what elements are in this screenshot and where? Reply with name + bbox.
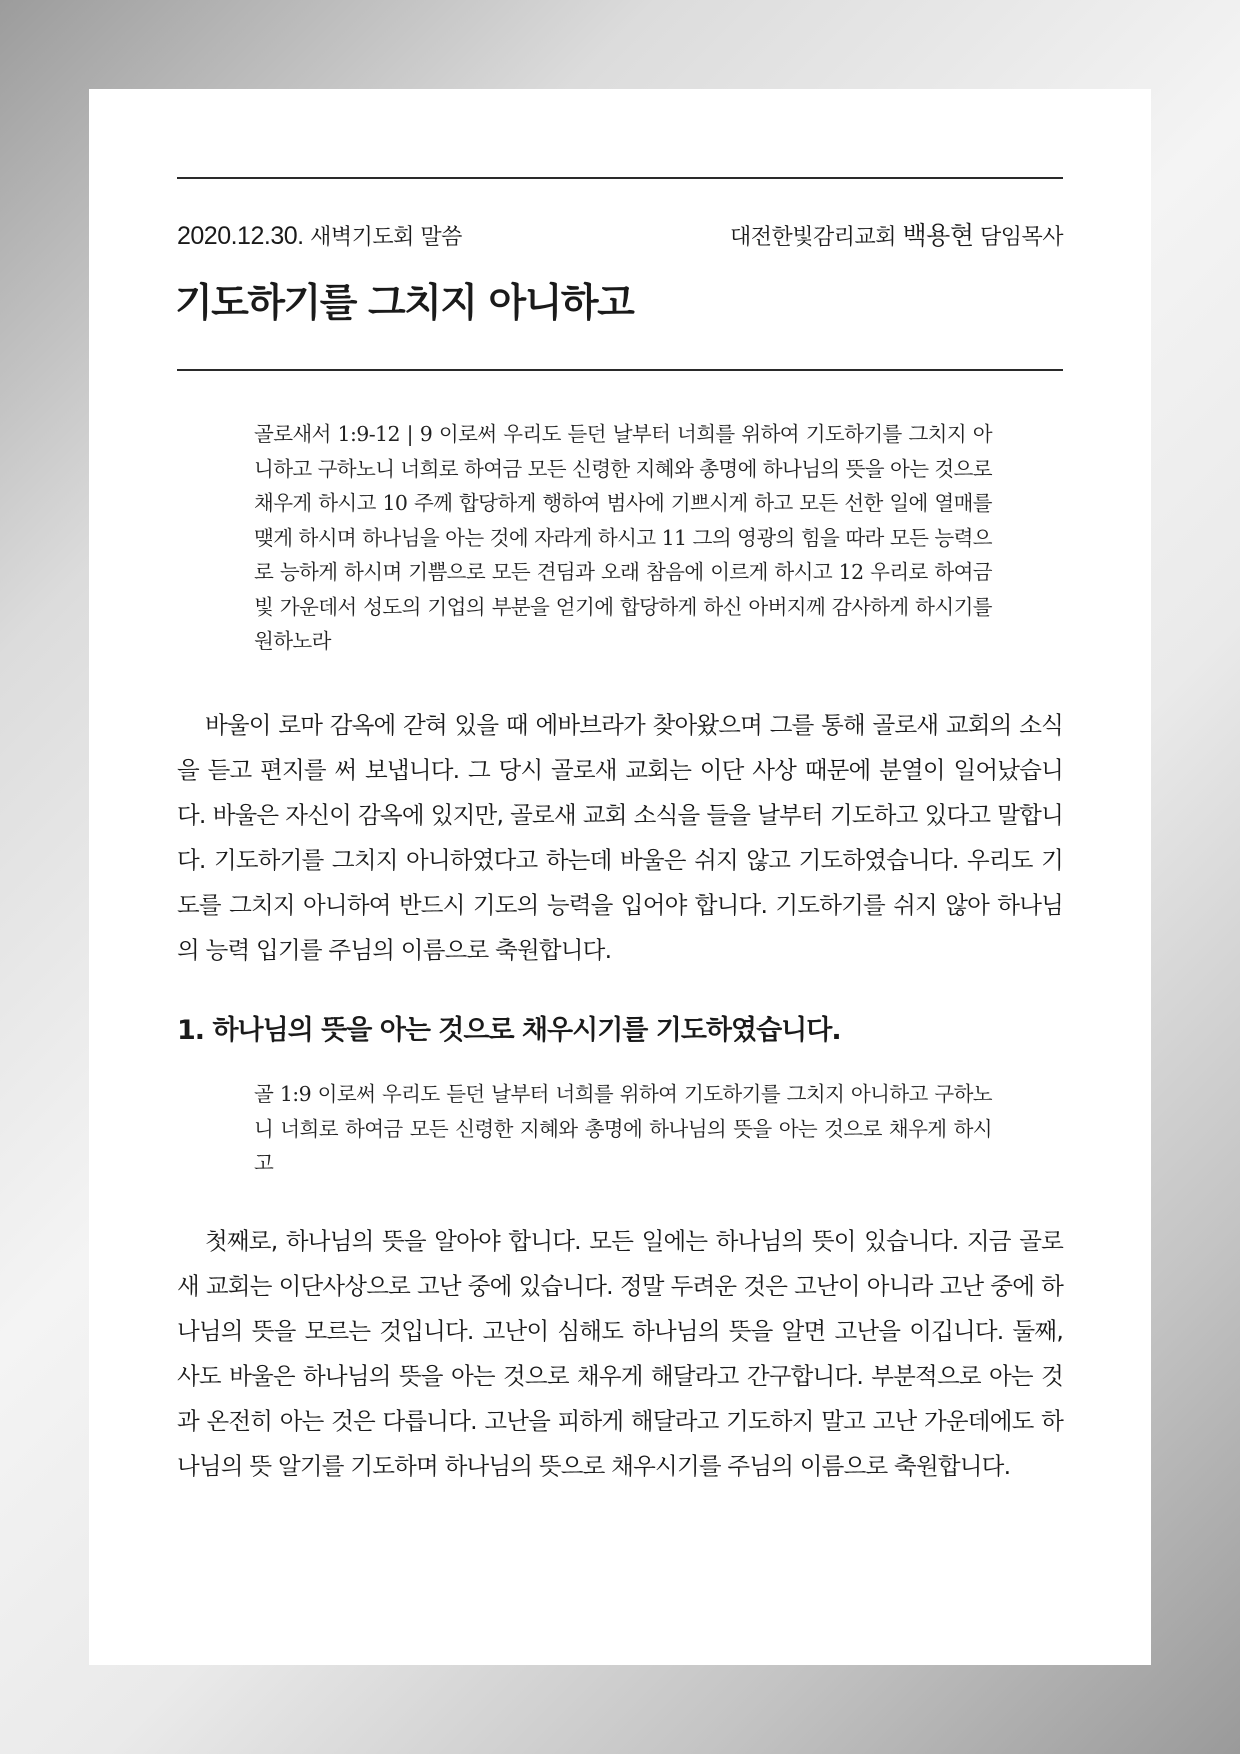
- preacher-info: [730, 221, 1063, 253]
- section-body-paragraph: 첫째로, 하나님의 뜻을 알아야 합니다. 모든 일에는 하나님의 뜻이 있습니다. 지금 골로새 교회는 이단사상으로 고난 중에 있습니다. 정말 두려운 것은 고난이 아니라 고난 중에 하나님의 뜻을 모르는 것입니다. 고난이 심해도 하나님의 뜻을 알면 고난을 이깁니다. 둘째, 사도 바울은 하나님의 뜻을 아는 것으로 채우게 해달라고 간구합니다. 부분적으로 아는 것과 온전히 아는 것은 다릅니다. 고난을 피하게 해달라고 기도하지 말고 고난 가운데에도 하나님의 뜻 알기를 기도하며 하나님의 뜻으로 채우시기를 주님의 이름으로 축원합니다.: [177, 1227, 1063, 1480]
- pastor-title: 담임목사: [979, 225, 1063, 250]
- section-scripture-passage: 골 1:9 이로써 우리도 듣던 날부터 너희를 위하여 기도하기를 그치지 아니하고 구하노니 너희로 하여금 모든 신령한 지혜와 총명에 하나님의 뜻을 아는 것으로 채우게 하시고: [254, 1082, 992, 1175]
- service-name: 새벽기도회 말씀: [310, 225, 462, 250]
- pastor-name: 백용현: [902, 221, 974, 250]
- sermon-title: 기도하기를 그치지 아니하고: [175, 281, 634, 326]
- sermon-date: 2020.12.30.: [177, 222, 304, 250]
- sermon-meta: [177, 221, 462, 253]
- title-divider: [177, 369, 1063, 371]
- document-page: [89, 89, 1151, 1665]
- top-divider: [177, 177, 1063, 179]
- section-heading: 1. 하나님의 뜻을 아는 것으로 채우시기를 기도하였습니다.: [177, 1015, 841, 1046]
- church-name: 대전한빛감리교회: [730, 225, 897, 250]
- main-scripture-passage: 골로새서 1:9-12 | 9 이로써 우리도 듣던 날부터 너희를 위하여 기도하기를 그치지 아니하고 구하노니 너희로 하여금 모든 신령한 지혜와 총명에 하나님의 뜻을 아는 것으로 채우게 하시고 10 주께 합당하게 행하여 범사에 기쁘시게 하고 모든 선한 일에 열매를 맺게 하시며 하나님을 아는 것에 자라게 하시고 11 그의 영광의 힘을 따라 모든 능력으로 능하게 하시며 기쁨으로 모든 견딤과 오래 참음에 이르게 하시고 12 우리로 하여금 빛 가운데서 성도의 기업의 부분을 얻기에 합당하게 하신 아버지께 감사하게 하시기를 원하노라: [254, 422, 992, 653]
- intro-paragraph: 바울이 로마 감옥에 갇혀 있을 때 에바브라가 찾아왔으며 그를 통해 골로새 교회의 소식을 듣고 편지를 써 보냅니다. 그 당시 골로새 교회는 이단 사상 때문에 분열이 일어났습니다. 바울은 자신이 감옥에 있지만, 골로새 교회 소식을 들을 날부터 기도하고 있다고 말합니다. 기도하기를 그치지 아니하였다고 하는데 바울은 쉬지 않고 기도하였습니다. 우리도 기도를 그치지 아니하여 반드시 기도의 능력을 입어야 합니다. 기도하기를 쉬지 않아 하나님의 능력 입기를 주님의 이름으로 축원합니다.: [177, 711, 1063, 964]
